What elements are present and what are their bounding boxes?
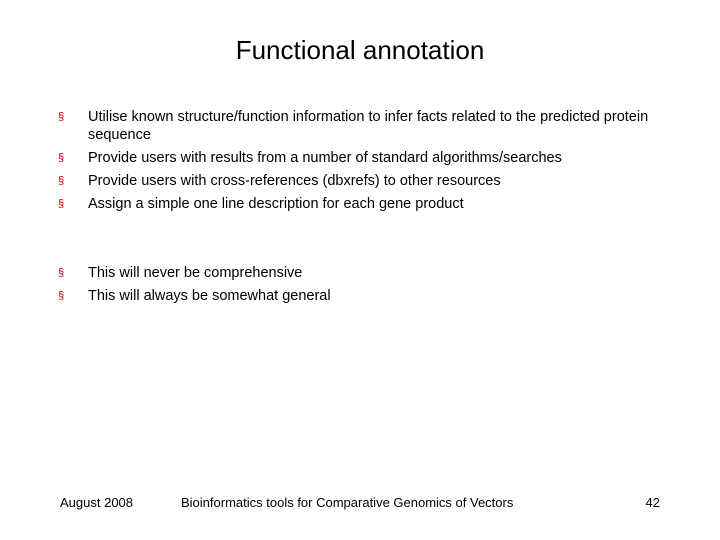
- bullet-item: [58, 195, 668, 213]
- slide-title: Functional annotation: [235, 35, 485, 65]
- bullet-list-secondary: [58, 264, 668, 310]
- bullet-text: Provide users with results from a number of standard algorithms/searches: [88, 150, 562, 166]
- bullet-square-icon: §: [58, 198, 65, 210]
- bullet-item: [58, 172, 668, 190]
- bullet-list-primary: [58, 108, 668, 218]
- page-number: 42: [645, 495, 660, 510]
- bullet-item: [58, 287, 668, 305]
- footer-date: August 2008: [60, 495, 134, 510]
- bullet-text: Utilise known structure/function information to infer facts related to the predicted protein sequence: [88, 109, 649, 143]
- bullet-text: This will never be comprehensive: [88, 265, 303, 281]
- bullet-text: This will always be somewhat general: [88, 288, 331, 304]
- bullet-square-icon: §: [58, 175, 65, 187]
- bullet-square-icon: §: [58, 267, 65, 279]
- bullet-text: Assign a simple one line description for each gene product: [88, 196, 464, 212]
- bullet-square-icon: §: [58, 290, 65, 302]
- bullet-item: [58, 149, 668, 167]
- footer-title: Bioinformatics tools for Comparative Genomics of Vectors: [181, 495, 514, 510]
- bullet-text: Provide users with cross-references (dbxrefs) to other resources: [88, 173, 501, 189]
- bullet-square-icon: §: [58, 111, 65, 123]
- bullet-square-icon: §: [58, 152, 65, 164]
- bullet-item: [58, 108, 668, 144]
- bullet-item: [58, 264, 668, 282]
